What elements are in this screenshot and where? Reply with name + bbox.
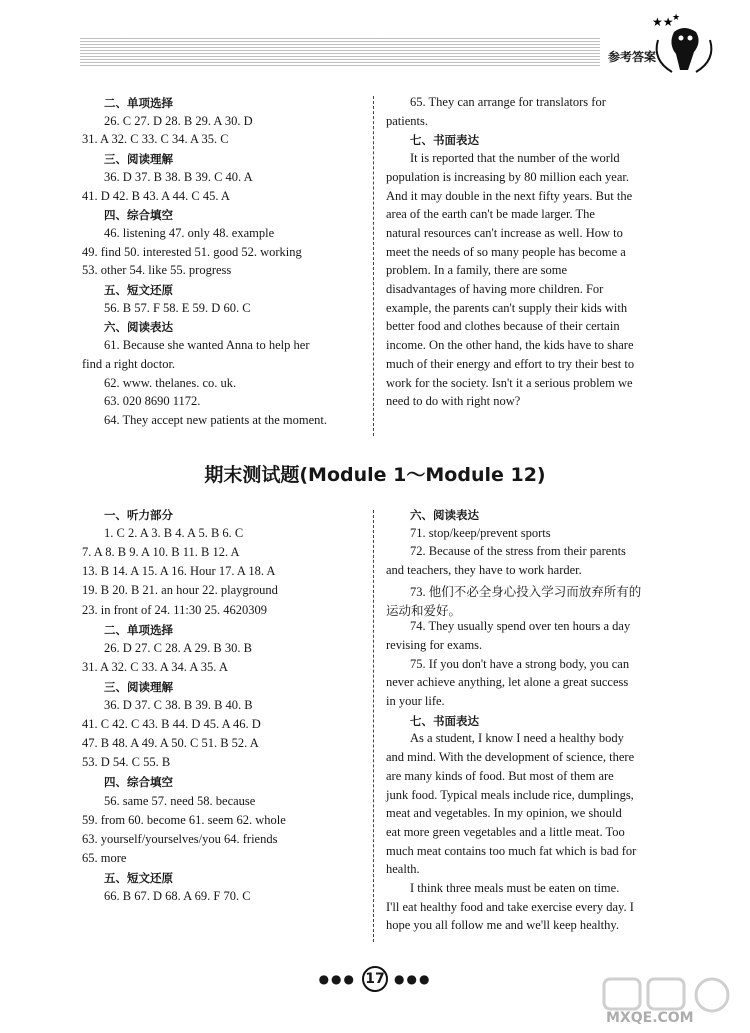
answer-line: area of the earth can't be made larger. The [386,207,595,222]
section-heading: 五、短文还原 [104,283,173,297]
answer-line: never achieve anything, let alone a great success [386,675,629,690]
answer-line: 65. They can arrange for translators for [410,95,606,109]
answer-line: disadvantages of having more children. For [386,282,604,296]
answer-line: problem. In a family, there are some [386,263,568,278]
answer-line: much meat contains too much fat which is bad for [386,843,637,858]
section-heading: 二、单项选择 [104,96,173,110]
header-rule [80,36,600,66]
answer-line: and teachers, they have to work harder. [386,563,582,578]
answer-line: eat more green vegetables and a little meat. Too [386,824,625,839]
answer-line: in your life. [386,694,445,708]
answer-line: 19. B 20. B 21. an hour 22. playground [82,583,278,598]
answer-line: As a student, I know I need a healthy body [410,731,624,746]
answer-line: hope you all follow me and we'll keep healthy. [386,918,619,933]
answer-line: 49. find 50. interested 51. good 52. working [82,244,302,259]
answer-line: 63. 020 8690 1172. [104,394,201,409]
answer-line: 运动和爱好。 [386,603,462,618]
answer-line: 23. in front of 24. 11:30 25. 4620309 [82,602,267,617]
answer-line: 75. If you don't have a strong body, you can [410,656,630,671]
section-heading: 六、阅读表达 [410,508,479,522]
answer-line: 56. same 57. need 58. because [104,793,256,808]
answer-line: work for the society. Isn't it a serious problem we [386,375,633,390]
answer-line: 47. B 48. A 49. A 50. C 51. B 52. A [82,736,259,751]
answer-line: 1. C 2. A 3. B 4. A 5. B 6. C [104,526,244,541]
answer-line: And it may double in the next fifty years. But the [386,188,633,203]
answer-line: 62. www. thelanes. co. uk. [104,375,237,390]
answer-line: better food and clothes because of their certain [386,319,620,334]
answer-line: 65. more [82,850,127,865]
answer-line: 46. listening 47. only 48. example [104,225,275,240]
answer-line: 31. A 32. C 33. C 34. A 35. C [82,132,229,147]
answer-line: meat and vegetables. In my opinion, we should [386,806,622,821]
answer-line: 31. A 32. C 33. A 34. A 35. A [82,659,228,674]
header-label: 参考答案 [608,50,657,64]
section-heading: 二、单项选择 [104,622,173,637]
answer-line: meet the needs of so many people has become a [386,244,626,259]
svg-text:★★: ★★ [652,15,674,29]
answer-line: example, the parents can't supply their kids with [386,300,628,315]
answer-line: 26. D 27. C 28. A 29. B 30. B [104,640,252,655]
answer-line: It is reported that the number of the world [410,151,620,166]
answer-line: much of their energy and effort to try their best to [386,356,635,371]
answer-line: need to do with right now? [386,394,521,409]
watermark-text: MXQE.COM [606,1010,694,1026]
answer-line: 66. B 67. D 68. A 69. F 70. C [104,889,251,903]
footer-dots-left: ●●● [318,972,356,986]
answer-line: 64. They accept new patients at the moment. [104,412,327,427]
exam-title: 期末测试题(Module 1～Module 12) [204,464,546,486]
answer-line: 61. Because she wanted Anna to help her [104,338,310,353]
svg-text:★: ★ [672,13,681,23]
section-heading: 四、综合填空 [104,208,173,223]
answer-line: I'll eat healthy food and take exercise every day. I [386,899,634,914]
header-logo-icon [644,10,722,76]
answer-line: 72. Because of the stress from their parents [410,544,626,559]
page-number: 17 [362,966,388,992]
answer-line: 36. D 37. B 38. B 39. C 40. A [104,169,253,184]
answer-line: junk food. Typical meals include rice, dumplings, [386,787,634,802]
answer-line: 73. 他们不必全身心投入学习而放弃所有的 [410,584,642,599]
section-heading: 六、阅读表达 [104,320,173,335]
section-heading: 五、短文还原 [104,870,173,885]
answer-line: 63. yourself/yourselves/you 64. friends [82,831,278,846]
section-heading: 一、听力部分 [104,508,173,522]
answer-line: patients. [386,113,429,128]
answer-line: 56. B 57. F 58. E 59. D 60. C [104,300,251,315]
answer-line: health. [386,862,420,877]
section-heading: 三、阅读理解 [104,679,173,694]
answer-line: and mind. With the development of science, there [386,750,635,765]
footer-dots-right: ●●● [394,972,432,986]
answer-line: find a right doctor. [82,356,176,371]
answer-line: 74. They usually spend over ten hours a day [410,619,631,634]
answer-line: I think three meals must be eaten on time. [410,881,620,895]
answer-line: are many kinds of food. But most of them are [386,768,614,783]
answer-line: 26. C 27. D 28. B 29. A 30. D [104,113,253,128]
answer-line: 53. other 54. like 55. progress [82,263,232,278]
section-heading: 七、书面表达 [410,713,479,728]
answer-line: 71. stop/keep/prevent sports [410,525,551,540]
section-heading: 三、阅读理解 [104,152,173,167]
answer-line: 7. A 8. B 9. A 10. B 11. B 12. A [82,545,240,560]
answer-line: 59. from 60. become 61. seem 62. whole [82,812,286,827]
answer-line: 41. C 42. C 43. B 44. D 45. A 46. D [82,717,261,732]
answer-line: 36. D 37. C 38. B 39. B 40. B [104,698,253,712]
section-heading: 七、书面表达 [410,133,479,148]
section-heading: 四、综合填空 [104,775,173,790]
answer-line: 41. D 42. B 43. A 44. C 45. A [82,188,230,203]
answer-line: 13. B 14. A 15. A 16. Hour 17. A 18. A [82,564,276,579]
answer-line: income. On the other hand, the kids have to share [386,338,634,353]
column-divider-top [373,96,374,436]
answer-line: natural resources can't increase as well. How to [386,225,623,240]
column-divider-bottom [373,510,374,942]
answer-line: 53. D 54. C 55. B [82,755,171,770]
answer-line: population is increasing by 80 million each year. [386,169,629,184]
answer-line: revising for exams. [386,637,483,652]
